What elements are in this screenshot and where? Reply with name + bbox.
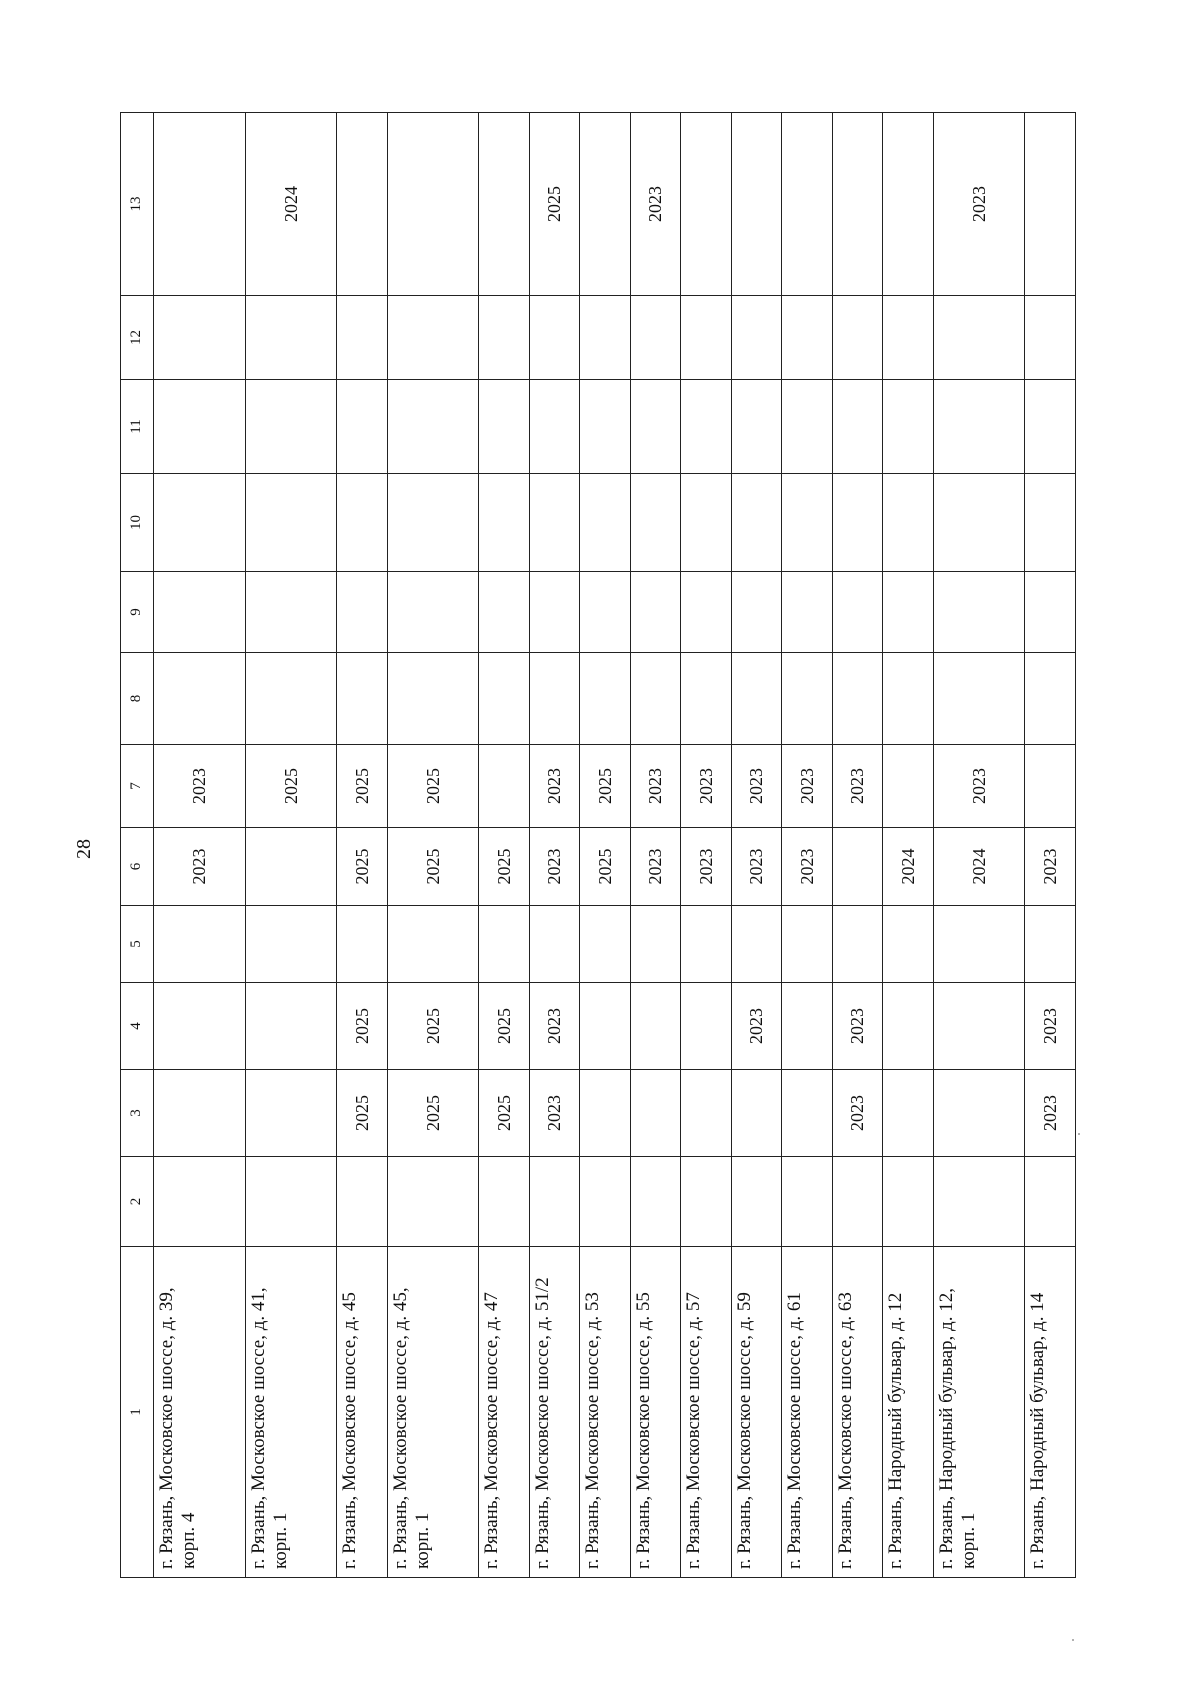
year-cell bbox=[529, 653, 579, 745]
year-cell bbox=[154, 474, 246, 572]
year-cell bbox=[154, 572, 246, 653]
year-cell bbox=[630, 1070, 680, 1157]
year-cell: 2023 bbox=[782, 745, 832, 828]
header-row bbox=[121, 113, 154, 1578]
year-cell bbox=[154, 1070, 246, 1157]
year-cell bbox=[832, 572, 882, 653]
year-cell bbox=[1025, 113, 1076, 296]
column-header: 7 bbox=[121, 745, 154, 828]
table-body bbox=[121, 113, 1076, 1578]
year-cell bbox=[782, 906, 832, 983]
year-cell bbox=[245, 474, 337, 572]
year-cell bbox=[933, 296, 1025, 380]
year-cell bbox=[630, 906, 680, 983]
year-cell: 2023 bbox=[731, 745, 781, 828]
year-cell bbox=[630, 653, 680, 745]
year-cell bbox=[681, 380, 731, 474]
year-cell bbox=[832, 296, 882, 380]
year-cell bbox=[933, 653, 1025, 745]
column-header: 10 bbox=[121, 474, 154, 572]
year-cell: 2023 bbox=[832, 983, 882, 1070]
year-cell: 2025 bbox=[529, 113, 579, 296]
year-cell bbox=[580, 380, 630, 474]
year-cell bbox=[883, 1157, 933, 1247]
year-cell bbox=[832, 113, 882, 296]
year-cell bbox=[580, 1157, 630, 1247]
year-cell bbox=[529, 906, 579, 983]
year-cell bbox=[731, 572, 781, 653]
page-number: 28 bbox=[73, 839, 95, 859]
year-cell bbox=[883, 653, 933, 745]
year-cell bbox=[580, 906, 630, 983]
year-cell bbox=[883, 113, 933, 296]
year-cell bbox=[1025, 380, 1076, 474]
year-cell bbox=[883, 983, 933, 1070]
year-cell bbox=[245, 906, 337, 983]
year-cell bbox=[387, 474, 479, 572]
year-cell bbox=[245, 1070, 337, 1157]
year-cell bbox=[154, 113, 246, 296]
address-cell: г. Рязань, Московское шоссе, д. 55 bbox=[630, 1247, 680, 1578]
year-cell bbox=[479, 745, 529, 828]
scan-speck bbox=[1078, 1133, 1080, 1135]
column-header: 8 bbox=[121, 653, 154, 745]
year-cell bbox=[681, 1070, 731, 1157]
year-cell bbox=[1025, 745, 1076, 828]
year-cell bbox=[337, 653, 387, 745]
year-cell bbox=[337, 474, 387, 572]
year-cell bbox=[630, 296, 680, 380]
year-cell: 2025 bbox=[387, 1070, 479, 1157]
year-cell: 2023 bbox=[630, 828, 680, 906]
year-cell: 2025 bbox=[580, 745, 630, 828]
year-cell: 2024 bbox=[883, 828, 933, 906]
year-cell bbox=[782, 572, 832, 653]
year-cell bbox=[782, 1157, 832, 1247]
year-cell bbox=[681, 474, 731, 572]
year-cell: 2023 bbox=[529, 1070, 579, 1157]
year-cell bbox=[731, 653, 781, 745]
address-cell: г. Рязань, Московское шоссе, д. 51/2 bbox=[529, 1247, 579, 1578]
year-cell bbox=[681, 906, 731, 983]
table-row bbox=[731, 113, 781, 1578]
year-cell: 2023 bbox=[933, 745, 1025, 828]
table-row bbox=[580, 113, 630, 1578]
year-cell: 2025 bbox=[245, 745, 337, 828]
year-cell bbox=[154, 296, 246, 380]
address-cell: г. Рязань, Московское шоссе, д. 45, корп. 1 bbox=[387, 1247, 479, 1578]
year-cell bbox=[154, 1157, 246, 1247]
year-cell bbox=[529, 296, 579, 380]
year-cell: 2023 bbox=[832, 1070, 882, 1157]
year-cell bbox=[731, 906, 781, 983]
column-header: 2 bbox=[121, 1157, 154, 1247]
year-cell bbox=[731, 113, 781, 296]
year-cell bbox=[337, 380, 387, 474]
year-cell bbox=[245, 296, 337, 380]
year-cell bbox=[337, 572, 387, 653]
year-cell: 2023 bbox=[731, 983, 781, 1070]
year-cell bbox=[832, 1157, 882, 1247]
year-cell: 2025 bbox=[337, 1070, 387, 1157]
year-cell: 2023 bbox=[681, 745, 731, 828]
year-cell: 2023 bbox=[630, 113, 680, 296]
year-cell: 2023 bbox=[1025, 1070, 1076, 1157]
table-row bbox=[883, 113, 933, 1578]
table-row bbox=[832, 113, 882, 1578]
address-cell: г. Рязань, Московское шоссе, д. 61 bbox=[782, 1247, 832, 1578]
column-header: 4 bbox=[121, 983, 154, 1070]
year-cell: 2025 bbox=[479, 983, 529, 1070]
schedule-table bbox=[120, 112, 1076, 1578]
year-cell bbox=[337, 1157, 387, 1247]
year-cell bbox=[933, 380, 1025, 474]
year-cell bbox=[245, 1157, 337, 1247]
year-cell bbox=[479, 653, 529, 745]
year-cell bbox=[731, 1070, 781, 1157]
year-cell bbox=[479, 1157, 529, 1247]
year-cell: 2025 bbox=[479, 1070, 529, 1157]
year-cell bbox=[883, 380, 933, 474]
year-cell bbox=[933, 983, 1025, 1070]
column-header: 3 bbox=[121, 1070, 154, 1157]
year-cell bbox=[832, 906, 882, 983]
year-cell: 2023 bbox=[933, 113, 1025, 296]
year-cell: 2023 bbox=[154, 745, 246, 828]
year-cell: 2023 bbox=[529, 745, 579, 828]
year-cell: 2025 bbox=[337, 983, 387, 1070]
year-cell bbox=[731, 474, 781, 572]
year-cell bbox=[479, 474, 529, 572]
year-cell bbox=[479, 296, 529, 380]
year-cell: 2025 bbox=[387, 828, 479, 906]
column-header: 12 bbox=[121, 296, 154, 380]
year-cell bbox=[337, 296, 387, 380]
year-cell bbox=[529, 474, 579, 572]
year-cell bbox=[1025, 906, 1076, 983]
year-cell bbox=[245, 828, 337, 906]
address-cell: г. Рязань, Московское шоссе, д. 41, корп. 1 bbox=[245, 1247, 337, 1578]
year-cell bbox=[630, 1157, 680, 1247]
year-cell bbox=[387, 1157, 479, 1247]
year-cell bbox=[681, 113, 731, 296]
table-row bbox=[681, 113, 731, 1578]
year-cell bbox=[731, 1157, 781, 1247]
year-cell bbox=[731, 380, 781, 474]
year-cell bbox=[832, 653, 882, 745]
address-cell: г. Рязань, Народный бульвар, д. 12 bbox=[883, 1247, 933, 1578]
year-cell bbox=[479, 572, 529, 653]
year-cell bbox=[1025, 296, 1076, 380]
column-header: 5 bbox=[121, 906, 154, 983]
year-cell bbox=[154, 653, 246, 745]
address-cell: г. Рязань, Московское шоссе, д. 59 bbox=[731, 1247, 781, 1578]
column-header: 1 bbox=[121, 1247, 154, 1578]
year-cell bbox=[580, 113, 630, 296]
address-cell: г. Рязань, Московское шоссе, д. 45 bbox=[337, 1247, 387, 1578]
year-cell bbox=[245, 572, 337, 653]
rotated-table-container bbox=[120, 113, 1076, 1578]
year-cell bbox=[782, 1070, 832, 1157]
year-cell bbox=[782, 113, 832, 296]
address-cell: г. Рязань, Народный бульвар, д. 12, корп. 1 bbox=[933, 1247, 1025, 1578]
year-cell bbox=[387, 113, 479, 296]
year-cell bbox=[580, 653, 630, 745]
year-cell: 2023 bbox=[529, 983, 579, 1070]
year-cell bbox=[529, 572, 579, 653]
table-row bbox=[479, 113, 529, 1578]
year-cell bbox=[1025, 1157, 1076, 1247]
address-cell: г. Рязань, Московское шоссе, д. 63 bbox=[832, 1247, 882, 1578]
year-cell bbox=[782, 983, 832, 1070]
year-cell: 2023 bbox=[529, 828, 579, 906]
year-cell bbox=[1025, 572, 1076, 653]
scan-speck bbox=[1072, 1639, 1074, 1641]
table-row bbox=[337, 113, 387, 1578]
year-cell: 2023 bbox=[1025, 828, 1076, 906]
year-cell bbox=[580, 983, 630, 1070]
year-cell bbox=[154, 906, 246, 983]
table-row bbox=[630, 113, 680, 1578]
table-row bbox=[154, 113, 246, 1578]
table-row bbox=[933, 113, 1025, 1578]
year-cell bbox=[883, 296, 933, 380]
year-cell bbox=[479, 380, 529, 474]
column-header: 11 bbox=[121, 380, 154, 474]
year-cell: 2025 bbox=[580, 828, 630, 906]
year-cell: 2025 bbox=[337, 828, 387, 906]
year-cell: 2025 bbox=[479, 828, 529, 906]
year-cell: 2023 bbox=[630, 745, 680, 828]
year-cell bbox=[933, 474, 1025, 572]
year-cell bbox=[1025, 653, 1076, 745]
year-cell bbox=[883, 474, 933, 572]
year-cell bbox=[782, 296, 832, 380]
year-cell bbox=[479, 113, 529, 296]
year-cell bbox=[933, 1070, 1025, 1157]
year-cell bbox=[731, 296, 781, 380]
address-cell: г. Рязань, Московское шоссе, д. 39, корп. 4 bbox=[154, 1247, 246, 1578]
year-cell bbox=[782, 653, 832, 745]
year-cell bbox=[387, 296, 479, 380]
year-cell bbox=[580, 296, 630, 380]
year-cell: 2023 bbox=[681, 828, 731, 906]
year-cell bbox=[387, 380, 479, 474]
address-cell: г. Рязань, Московское шоссе, д. 47 bbox=[479, 1247, 529, 1578]
year-cell bbox=[681, 572, 731, 653]
year-cell bbox=[580, 1070, 630, 1157]
year-cell bbox=[245, 983, 337, 1070]
year-cell bbox=[580, 572, 630, 653]
year-cell bbox=[387, 653, 479, 745]
year-cell: 2023 bbox=[1025, 983, 1076, 1070]
year-cell bbox=[933, 906, 1025, 983]
table-row bbox=[529, 113, 579, 1578]
year-cell bbox=[529, 1157, 579, 1247]
year-cell bbox=[883, 572, 933, 653]
year-cell bbox=[832, 474, 882, 572]
address-cell: г. Рязань, Народный бульвар, д. 14 bbox=[1025, 1247, 1076, 1578]
year-cell bbox=[154, 983, 246, 1070]
year-cell bbox=[933, 1157, 1025, 1247]
year-cell bbox=[883, 1070, 933, 1157]
year-cell bbox=[1025, 474, 1076, 572]
year-cell bbox=[933, 572, 1025, 653]
year-cell: 2025 bbox=[387, 983, 479, 1070]
column-header: 13 bbox=[121, 113, 154, 296]
year-cell bbox=[681, 983, 731, 1070]
table-row bbox=[1025, 113, 1076, 1578]
year-cell bbox=[387, 906, 479, 983]
year-cell bbox=[832, 828, 882, 906]
year-cell bbox=[681, 653, 731, 745]
year-cell bbox=[832, 380, 882, 474]
year-cell: 2023 bbox=[832, 745, 882, 828]
year-cell bbox=[681, 296, 731, 380]
year-cell bbox=[245, 380, 337, 474]
year-cell bbox=[630, 474, 680, 572]
column-header: 6 bbox=[121, 828, 154, 906]
year-cell bbox=[245, 653, 337, 745]
column-header: 9 bbox=[121, 572, 154, 653]
year-cell bbox=[883, 906, 933, 983]
year-cell: 2023 bbox=[731, 828, 781, 906]
year-cell bbox=[630, 572, 680, 653]
year-cell bbox=[337, 906, 387, 983]
year-cell bbox=[883, 745, 933, 828]
year-cell bbox=[529, 380, 579, 474]
year-cell: 2024 bbox=[245, 113, 337, 296]
year-cell: 2023 bbox=[154, 828, 246, 906]
year-cell bbox=[580, 474, 630, 572]
year-cell: 2025 bbox=[337, 745, 387, 828]
table-row bbox=[387, 113, 479, 1578]
year-cell bbox=[630, 380, 680, 474]
year-cell bbox=[681, 1157, 731, 1247]
year-cell bbox=[387, 572, 479, 653]
year-cell bbox=[630, 983, 680, 1070]
year-cell bbox=[154, 380, 246, 474]
year-cell: 2025 bbox=[387, 745, 479, 828]
year-cell bbox=[782, 380, 832, 474]
year-cell bbox=[782, 474, 832, 572]
year-cell bbox=[337, 113, 387, 296]
address-cell: г. Рязань, Московское шоссе, д. 57 bbox=[681, 1247, 731, 1578]
table-row bbox=[782, 113, 832, 1578]
address-cell: г. Рязань, Московское шоссе, д. 53 bbox=[580, 1247, 630, 1578]
year-cell bbox=[479, 906, 529, 983]
table-row bbox=[245, 113, 337, 1578]
year-cell: 2023 bbox=[782, 828, 832, 906]
year-cell: 2024 bbox=[933, 828, 1025, 906]
